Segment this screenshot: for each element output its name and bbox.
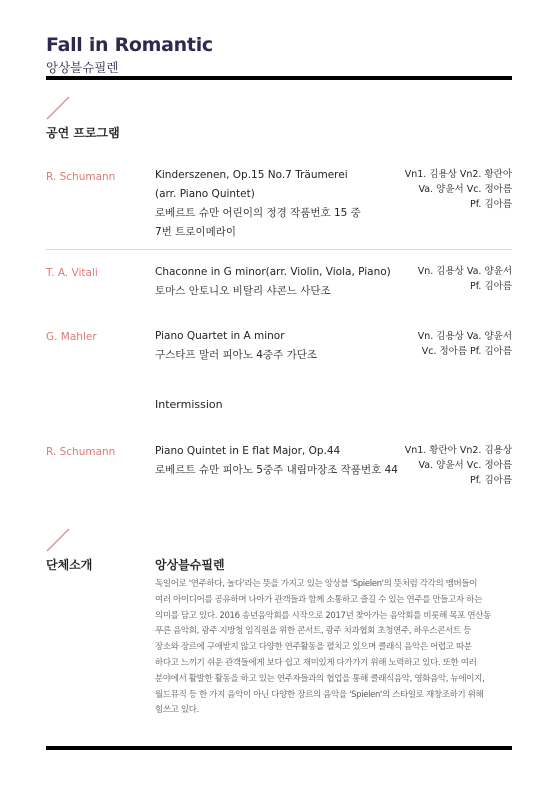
- work-line: Piano Quintet in E flat Major, Op.44: [155, 445, 341, 457]
- composer-name: T. A. Vitali: [46, 267, 98, 279]
- page-title: Fall in Romantic: [46, 34, 213, 56]
- bottom-divider: [46, 746, 512, 750]
- work-title: [155, 442, 398, 480]
- work-line: 토마스 안토니오 비탈리 샤콘느 사단조: [155, 285, 331, 297]
- description-line: 독일어로 '연주하다, 놀다'라는 뜻을 가지고 있는 앙상블 'Spielen'의 뜻처럼 각각의 멤버들이: [155, 579, 478, 589]
- description-line: 의미를 담고 있다. 2016 송년음악회를 시작으로 2017년 찾아가는 음악회를 비롯해 목포 연산동: [155, 610, 491, 621]
- work-line: 로베르트 슈만 어린이의 정경 작품번호 15 중: [155, 207, 361, 219]
- performer-line: Pf. 김아름: [470, 281, 512, 292]
- intermission-label: Intermission: [155, 398, 223, 411]
- work-title: [155, 327, 317, 365]
- work-line: Kinderszenen, Op.15 No.7 Träumerei: [155, 169, 348, 181]
- program-divider: [46, 249, 512, 250]
- accent-slash-icon: [46, 528, 70, 552]
- work-line: 로베르트 슈만 피아노 5중주 내림마장조 작품번호 44: [155, 464, 398, 476]
- performer-line: Vn. 김용상 Va. 양윤서: [417, 331, 512, 342]
- description-line: 분야에서 활발한 활동을 하고 있는 연주자들과의 협업을 통해 클래식음악, 영화음악, 뉴에이지,: [155, 673, 485, 684]
- performers: [418, 329, 512, 359]
- page-subtitle: 앙상블슈필렌: [46, 60, 119, 75]
- program-heading: 공연 프로그램: [46, 126, 120, 140]
- ensemble-name: 앙상블슈필렌: [155, 558, 225, 572]
- performer-line: Vn1. 김용상 Vn2. 황란아: [404, 169, 512, 180]
- work-line: Piano Quartet in A minor: [155, 330, 285, 342]
- description-line: 여러 아이디어를 공유하며 나아가 관객들과 함께 소통하고 즐길 수 있는 연주를 만들고자 하는: [155, 594, 482, 605]
- performers: [418, 264, 512, 294]
- performers: [405, 443, 512, 488]
- top-divider: [46, 76, 512, 80]
- work-line: Chaconne in G minor(arr. Violin, Viola, Piano): [155, 266, 391, 278]
- composer-name: G. Mahler: [46, 331, 97, 343]
- work-line: 7번 트로이메라이: [155, 226, 237, 238]
- performer-line: Va. 양윤서 Vc. 정아름: [418, 460, 512, 471]
- description-line: 힘쓰고 있다.: [155, 705, 200, 716]
- composer-name: R. Schumann: [46, 171, 116, 183]
- description-line: 하다고 느끼기 쉬운 관객들에게 보다 쉽고 재미있게 다가가기 위해 노력하고 있다. 또한 여러: [155, 657, 477, 668]
- performer-line: Vn1. 황란아 Vn2. 김용상: [404, 445, 512, 456]
- ensemble-description: [155, 577, 513, 719]
- accent-slash-icon: [46, 96, 70, 120]
- performer-line: Vn. 김용상 Va. 양윤서: [417, 266, 512, 277]
- performers: [405, 167, 512, 212]
- description-line: 장소와 장르에 구애받지 않고 다양한 연주활동을 펼치고 있으며 클래식 음악은 어렵고 따분: [155, 642, 472, 653]
- description-line: 월드뮤직 등 한 가지 음악이 아닌 다양한 장르의 음악을 'Spielen'의 스타일로 재창조하기 위해: [155, 689, 484, 700]
- work-title: [155, 166, 361, 242]
- composer-name: R. Schumann: [46, 446, 116, 458]
- performer-line: Vc. 정아름 Pf. 김아름: [421, 346, 512, 357]
- work-line: (arr. Piano Quintet): [155, 188, 255, 200]
- work-line: 구스타프 말러 피아노 4중주 가단조: [155, 349, 318, 361]
- performer-line: Pf. 김아름: [470, 199, 512, 210]
- performer-line: Va. 양윤서 Vc. 정아름: [418, 184, 512, 195]
- work-title: [155, 263, 391, 301]
- performer-line: Pf. 김아름: [470, 475, 512, 486]
- ensemble-heading: 단체소개: [46, 558, 93, 572]
- description-line: 푸른 음악회, 광주 지방청 임직원을 위한 콘서트, 광주 치과협회 초청연주, 하우스콘서트 등: [155, 626, 471, 637]
